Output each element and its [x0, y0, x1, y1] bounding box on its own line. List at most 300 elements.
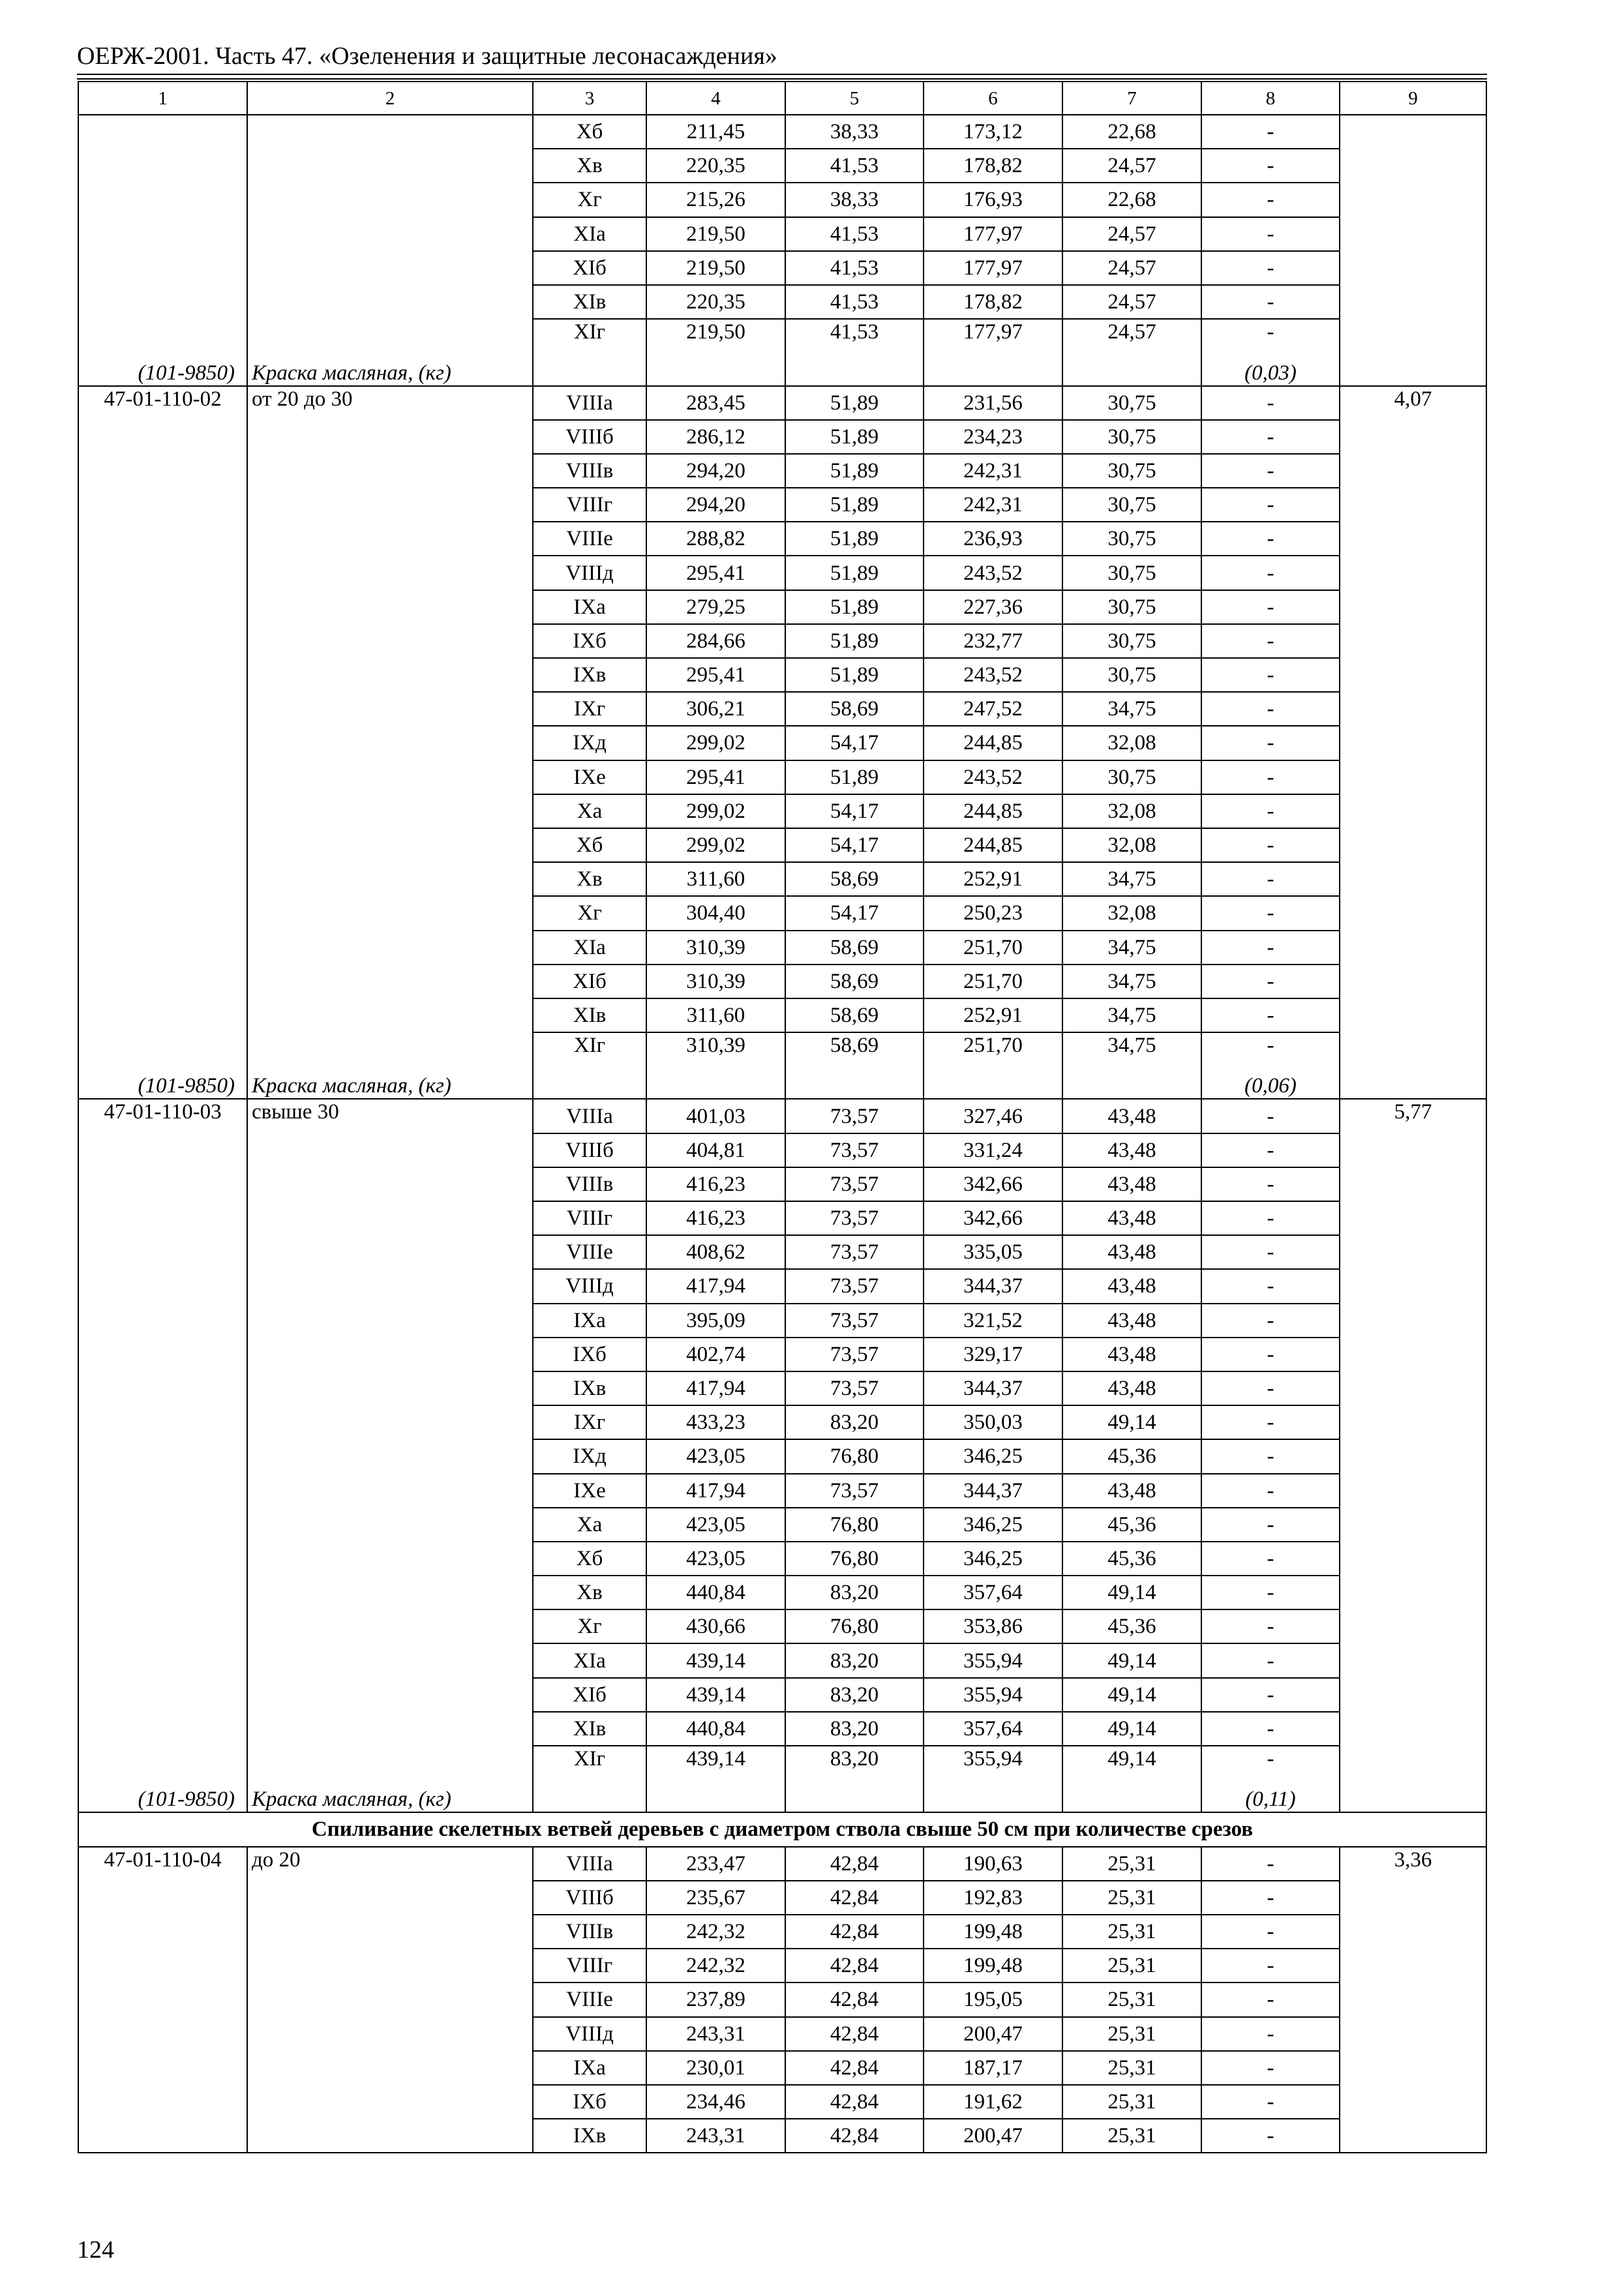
cell-value-col8: -	[1201, 624, 1340, 658]
cell-col9	[1340, 1915, 1486, 1949]
cell-value-col4: 417,94	[646, 1269, 785, 1303]
cell-value-col6: 346,25	[924, 1508, 1062, 1542]
cell-col9	[1340, 692, 1486, 726]
cell-value-col7: 25,31	[1062, 2119, 1201, 2153]
cell-value-col7: 25,31	[1062, 1915, 1201, 1949]
table-row	[78, 1099, 1486, 1133]
cell-value-col4: 310,39	[646, 931, 785, 965]
cell-value-col6: 344,37	[924, 1371, 1062, 1405]
cell-value-col4: 416,23	[646, 1167, 785, 1201]
cell-value-col7: 25,31	[1062, 1949, 1201, 1982]
cell-value-col7: 25,31	[1062, 2051, 1201, 2085]
cell-value-col4: 311,60	[646, 998, 785, 1032]
cell-value-col4: 237,89	[646, 1982, 785, 2016]
cell-value-col4: 235,67	[646, 1881, 785, 1915]
cell-value-col8: -	[1201, 1746, 1340, 1779]
cell-value-col4: 404,81	[646, 1133, 785, 1167]
cell-value-col5: 42,84	[785, 1982, 924, 2016]
cell-description	[247, 2085, 533, 2119]
material-empty-cell	[924, 1779, 1062, 1812]
cell-value-col7: 43,48	[1062, 1304, 1201, 1338]
cell-description	[247, 1949, 533, 1982]
cell-value-col3: VIIIб	[533, 420, 646, 454]
cell-value-col7: 43,48	[1062, 1269, 1201, 1303]
cell-value-col4: 283,45	[646, 386, 785, 420]
cell-value-col3: XIб	[533, 1678, 646, 1712]
cell-value-col3: IXб	[533, 624, 646, 658]
cell-description	[247, 1032, 533, 1066]
column-number: 7	[1062, 82, 1201, 115]
cell-value-col5: 42,84	[785, 1847, 924, 1881]
cell-value-col8: -	[1201, 2085, 1340, 2119]
material-empty-cell	[646, 1066, 785, 1099]
table-row	[78, 1032, 1486, 1066]
cell-description	[247, 522, 533, 556]
cell-code	[78, 1881, 247, 1915]
cell-value-col5: 58,69	[785, 965, 924, 998]
cell-value-col6: 177,97	[924, 319, 1062, 352]
material-row	[78, 352, 1486, 385]
cell-value-col3: IXв	[533, 2119, 646, 2153]
cell-value-col5: 73,57	[785, 1269, 924, 1303]
table-row	[78, 522, 1486, 556]
cell-value-col7: 43,48	[1062, 1167, 1201, 1201]
cell-value-col3: IXа	[533, 2051, 646, 2085]
cell-value-col4: 423,05	[646, 1542, 785, 1576]
cell-value-col4: 439,14	[646, 1746, 785, 1779]
cell-value-col8: -	[1201, 1338, 1340, 1371]
cell-description	[247, 896, 533, 930]
cell-value-col6: 329,17	[924, 1338, 1062, 1371]
cell-value-col5: 51,89	[785, 658, 924, 692]
cell-code	[78, 1949, 247, 1982]
cell-value-col6: 177,97	[924, 217, 1062, 251]
cell-col9	[1340, 1133, 1486, 1167]
cell-description	[247, 862, 533, 896]
cell-value-col8: -	[1201, 2119, 1340, 2153]
cell-value-col5: 73,57	[785, 1201, 924, 1235]
table-row	[78, 2051, 1486, 2085]
cell-value-col7: 30,75	[1062, 658, 1201, 692]
table-row	[78, 1133, 1486, 1167]
cell-col9	[1340, 2119, 1486, 2153]
cell-value-col3: IXб	[533, 2085, 646, 2119]
column-number-row	[78, 82, 1486, 115]
cell-value-col7: 24,57	[1062, 149, 1201, 183]
cell-col9	[1340, 658, 1486, 692]
cell-value-col3: IXе	[533, 760, 646, 794]
cell-description	[247, 726, 533, 760]
cell-col9	[1340, 1881, 1486, 1915]
cell-code	[78, 488, 247, 522]
cell-value-col6: 250,23	[924, 896, 1062, 930]
table-row	[78, 692, 1486, 726]
cell-code	[78, 1304, 247, 1338]
cell-code	[78, 1609, 247, 1643]
cell-description	[247, 488, 533, 522]
cell-value-col6: 234,23	[924, 420, 1062, 454]
cell-code	[78, 862, 247, 896]
table-row	[78, 1338, 1486, 1371]
cell-description	[247, 217, 533, 251]
material-empty-cell	[1062, 1779, 1201, 1812]
cell-value-col8: -	[1201, 149, 1340, 183]
cell-value-col5: 54,17	[785, 896, 924, 930]
cell-value-col6: 236,93	[924, 522, 1062, 556]
cell-value-col6: 192,83	[924, 1881, 1062, 1915]
cell-description	[247, 251, 533, 285]
cell-code	[78, 896, 247, 930]
cell-value-col5: 54,17	[785, 726, 924, 760]
cell-col9	[1340, 115, 1486, 149]
cell-description	[247, 2119, 533, 2153]
cell-value-col7: 32,08	[1062, 794, 1201, 828]
cell-value-col6: 200,47	[924, 2017, 1062, 2051]
cell-value-col3: VIIIа	[533, 1099, 646, 1133]
cell-description	[247, 556, 533, 590]
cell-col9	[1340, 1949, 1486, 1982]
cell-col9	[1340, 1405, 1486, 1439]
table-row	[78, 386, 1486, 420]
cell-value-col5: 42,84	[785, 2017, 924, 2051]
cell-value-col7: 30,75	[1062, 760, 1201, 794]
cell-value-col8: -	[1201, 828, 1340, 862]
table-row	[78, 658, 1486, 692]
cell-value-col7: 34,75	[1062, 1032, 1201, 1066]
table-row	[78, 862, 1486, 896]
cell-code	[78, 1915, 247, 1949]
cell-code	[78, 1542, 247, 1576]
cell-value-col8: -	[1201, 998, 1340, 1032]
material-empty-cell	[924, 352, 1062, 385]
cell-value-col4: 284,66	[646, 624, 785, 658]
cell-description	[247, 1235, 533, 1269]
cell-value-col5: 83,20	[785, 1712, 924, 1746]
cell-value-col4: 310,39	[646, 965, 785, 998]
cell-code	[78, 217, 247, 251]
cell-value-col4: 243,31	[646, 2017, 785, 2051]
cell-value-col4: 234,46	[646, 2085, 785, 2119]
material-name: Краска масляная, (кг)	[247, 1066, 533, 1099]
material-value: (0,03)	[1201, 352, 1340, 385]
cell-value-col8: -	[1201, 1099, 1340, 1133]
column-number: 9	[1340, 82, 1486, 115]
cell-value-col6: 252,91	[924, 862, 1062, 896]
cell-value-col7: 30,75	[1062, 454, 1201, 488]
cell-description	[247, 931, 533, 965]
cell-value-col3: XIг	[533, 1746, 646, 1779]
cell-code: 47-01-110-02	[78, 386, 247, 420]
cell-value-col6: 227,36	[924, 590, 1062, 624]
cell-description	[247, 1371, 533, 1405]
cell-value-col6: 355,94	[924, 1643, 1062, 1677]
cell-value-col5: 41,53	[785, 217, 924, 251]
cell-value-col8: -	[1201, 115, 1340, 149]
material-code: (101-9850)	[78, 1066, 247, 1099]
cell-code	[78, 1405, 247, 1439]
cell-value-col4: 219,50	[646, 251, 785, 285]
cell-value-col8: -	[1201, 1201, 1340, 1235]
cell-value-col4: 417,94	[646, 1474, 785, 1508]
cell-description	[247, 285, 533, 319]
cell-col9	[1340, 1304, 1486, 1338]
section-title-row	[78, 1812, 1486, 1846]
cell-col9	[1340, 1712, 1486, 1746]
cell-code	[78, 692, 247, 726]
cell-value-col7: 49,14	[1062, 1678, 1201, 1712]
cell-description	[247, 794, 533, 828]
cell-value-col8: -	[1201, 1915, 1340, 1949]
cell-value-col7: 32,08	[1062, 726, 1201, 760]
cell-value-col6: 199,48	[924, 1915, 1062, 1949]
cell-description	[247, 1405, 533, 1439]
table-row	[78, 931, 1486, 965]
cell-code	[78, 1712, 247, 1746]
table-row	[78, 828, 1486, 862]
material-empty-cell	[785, 1779, 924, 1812]
cell-value-col4: 295,41	[646, 556, 785, 590]
header-rule-top	[77, 74, 1487, 75]
cell-value-col6: 244,85	[924, 828, 1062, 862]
header-rule-bottom	[77, 78, 1487, 80]
cell-value-col8: -	[1201, 794, 1340, 828]
material-empty-cell	[533, 1779, 646, 1812]
cell-code	[78, 1269, 247, 1303]
material-col9	[1340, 1779, 1486, 1812]
cell-value-col3: IXд	[533, 1439, 646, 1473]
material-empty-cell	[785, 1066, 924, 1099]
cell-value-col8: -	[1201, 1508, 1340, 1542]
cell-value-col4: 215,26	[646, 183, 785, 217]
cell-value-col3: XIв	[533, 998, 646, 1032]
cell-description	[247, 658, 533, 692]
cell-value-col3: VIIIб	[533, 1133, 646, 1167]
cell-value-col5: 58,69	[785, 692, 924, 726]
cell-value-col7: 43,48	[1062, 1201, 1201, 1235]
cell-value-col6: 232,77	[924, 624, 1062, 658]
cell-value-col7: 30,75	[1062, 522, 1201, 556]
cell-code	[78, 2017, 247, 2051]
cell-value-col5: 41,53	[785, 149, 924, 183]
cell-value-col3: IXг	[533, 692, 646, 726]
cell-col9	[1340, 1678, 1486, 1712]
table-row	[78, 965, 1486, 998]
cell-col9	[1340, 1269, 1486, 1303]
cell-value-col8: -	[1201, 1678, 1340, 1712]
cell-value-col4: 408,62	[646, 1235, 785, 1269]
cell-value-col4: 299,02	[646, 726, 785, 760]
cell-value-col3: IXб	[533, 1338, 646, 1371]
cell-code	[78, 2051, 247, 2085]
cell-value-col5: 38,33	[785, 183, 924, 217]
cell-value-col6: 355,94	[924, 1678, 1062, 1712]
cell-description	[247, 2017, 533, 2051]
cell-col9	[1340, 965, 1486, 998]
cell-value-col6: 342,66	[924, 1201, 1062, 1235]
cell-value-col3: XIа	[533, 1643, 646, 1677]
cell-value-col3: VIIIв	[533, 1167, 646, 1201]
column-number: 2	[247, 82, 533, 115]
cell-value-col3: IXг	[533, 1405, 646, 1439]
cell-value-col3: Xб	[533, 1542, 646, 1576]
cell-value-col5: 51,89	[785, 556, 924, 590]
cell-value-col7: 43,48	[1062, 1338, 1201, 1371]
cell-description	[247, 454, 533, 488]
cell-description	[247, 692, 533, 726]
table-row	[78, 1405, 1486, 1439]
cell-code	[78, 726, 247, 760]
cell-value-col3: VIIIд	[533, 556, 646, 590]
cell-code	[78, 828, 247, 862]
cell-value-col3: IXд	[533, 726, 646, 760]
cell-value-col8: -	[1201, 1032, 1340, 1066]
cell-code	[78, 1235, 247, 1269]
cell-value-col6: 231,56	[924, 386, 1062, 420]
cell-code	[78, 454, 247, 488]
cell-description	[247, 1474, 533, 1508]
cell-value-col4: 401,03	[646, 1099, 785, 1133]
cell-code	[78, 1439, 247, 1473]
cell-value-col7: 43,48	[1062, 1474, 1201, 1508]
cell-value-col4: 243,31	[646, 2119, 785, 2153]
cell-value-col3: VIIIе	[533, 522, 646, 556]
material-col9	[1340, 1066, 1486, 1099]
table-row	[78, 420, 1486, 454]
cell-value-col6: 344,37	[924, 1474, 1062, 1508]
cell-value-col7: 43,48	[1062, 1133, 1201, 1167]
table-row	[78, 1982, 1486, 2016]
cell-value-col3: VIIIг	[533, 1201, 646, 1235]
cell-value-col8: -	[1201, 1167, 1340, 1201]
cell-value-col6: 191,62	[924, 2085, 1062, 2119]
cell-value-col8: -	[1201, 1847, 1340, 1881]
cell-value-col6: 251,70	[924, 1032, 1062, 1066]
cell-description	[247, 1304, 533, 1338]
cell-value-col3: Xв	[533, 149, 646, 183]
cell-value-col4: 230,01	[646, 2051, 785, 2085]
page-number: 124	[77, 2236, 114, 2264]
cell-value-col7: 30,75	[1062, 488, 1201, 522]
cell-value-col5: 76,80	[785, 1439, 924, 1473]
column-number: 1	[78, 82, 247, 115]
cell-value-col3: Xа	[533, 794, 646, 828]
cell-value-col7: 45,36	[1062, 1609, 1201, 1643]
cell-description	[247, 1712, 533, 1746]
cell-value-col8: -	[1201, 488, 1340, 522]
cell-description	[247, 2051, 533, 2085]
table-row	[78, 319, 1486, 352]
cell-description	[247, 1338, 533, 1371]
cell-description	[247, 1508, 533, 1542]
cell-value-col5: 58,69	[785, 1032, 924, 1066]
cell-code	[78, 1643, 247, 1677]
cell-col9	[1340, 285, 1486, 319]
cell-col9	[1340, 1508, 1486, 1542]
cell-code	[78, 2119, 247, 2153]
cell-col9	[1340, 1982, 1486, 2016]
cell-value-col4: 299,02	[646, 828, 785, 862]
material-empty-cell	[1062, 1066, 1201, 1099]
material-empty-cell	[646, 1779, 785, 1812]
cell-value-col5: 73,57	[785, 1133, 924, 1167]
cell-value-col3: IXа	[533, 1304, 646, 1338]
cell-description	[247, 828, 533, 862]
cell-value-col7: 34,75	[1062, 862, 1201, 896]
cell-value-col8: -	[1201, 1405, 1340, 1439]
cell-col9	[1340, 726, 1486, 760]
cell-value-col5: 51,89	[785, 590, 924, 624]
cell-value-col7: 43,48	[1062, 1099, 1201, 1133]
cell-value-col3: Xг	[533, 1609, 646, 1643]
cell-col9	[1340, 862, 1486, 896]
cell-description	[247, 590, 533, 624]
cell-value-col5: 76,80	[785, 1508, 924, 1542]
cell-col9	[1340, 794, 1486, 828]
table-row	[78, 1474, 1486, 1508]
table-body	[78, 82, 1486, 2153]
cell-value-col6: 243,52	[924, 658, 1062, 692]
cell-value-col5: 83,20	[785, 1746, 924, 1779]
cell-code	[78, 1982, 247, 2016]
cell-value-col4: 417,94	[646, 1371, 785, 1405]
material-code: (101-9850)	[78, 352, 247, 385]
cell-value-col5: 73,57	[785, 1235, 924, 1269]
cell-description	[247, 965, 533, 998]
cell-code	[78, 1338, 247, 1371]
cell-code	[78, 1201, 247, 1235]
cell-description	[247, 1643, 533, 1677]
cell-value-col4: 299,02	[646, 794, 785, 828]
cell-value-col3: Xг	[533, 896, 646, 930]
cell-value-col6: 252,91	[924, 998, 1062, 1032]
cell-value-col6: 195,05	[924, 1982, 1062, 2016]
cell-value-col5: 38,33	[785, 115, 924, 149]
cell-col9	[1340, 1576, 1486, 1609]
cell-value-col6: 350,03	[924, 1405, 1062, 1439]
cell-value-col8: -	[1201, 658, 1340, 692]
cell-value-col4: 294,20	[646, 454, 785, 488]
cell-value-col6: 242,31	[924, 454, 1062, 488]
column-number: 4	[646, 82, 785, 115]
cell-value-col5: 83,20	[785, 1643, 924, 1677]
cell-value-col7: 25,31	[1062, 2085, 1201, 2119]
material-row	[78, 1779, 1486, 1812]
cell-col9	[1340, 624, 1486, 658]
cell-value-col8: -	[1201, 1133, 1340, 1167]
column-number: 8	[1201, 82, 1340, 115]
cell-value-col5: 73,57	[785, 1371, 924, 1405]
cell-value-col4: 433,23	[646, 1405, 785, 1439]
table-row	[78, 1576, 1486, 1609]
cell-value-col4: 219,50	[646, 319, 785, 352]
cell-description	[247, 115, 533, 149]
cell-col9: 5,77	[1340, 1099, 1486, 1133]
cell-col9	[1340, 2051, 1486, 2085]
cell-value-col8: -	[1201, 1542, 1340, 1576]
cell-value-col4: 439,14	[646, 1643, 785, 1677]
material-name: Краска масляная, (кг)	[247, 1779, 533, 1812]
cell-value-col6: 244,85	[924, 794, 1062, 828]
table-row	[78, 1508, 1486, 1542]
cell-value-col7: 49,14	[1062, 1405, 1201, 1439]
cell-value-col8: -	[1201, 386, 1340, 420]
table-row	[78, 2085, 1486, 2119]
cell-col9	[1340, 998, 1486, 1032]
table-row	[78, 1609, 1486, 1643]
cell-value-col7: 32,08	[1062, 896, 1201, 930]
cell-description	[247, 998, 533, 1032]
cell-value-col6: 251,70	[924, 965, 1062, 998]
